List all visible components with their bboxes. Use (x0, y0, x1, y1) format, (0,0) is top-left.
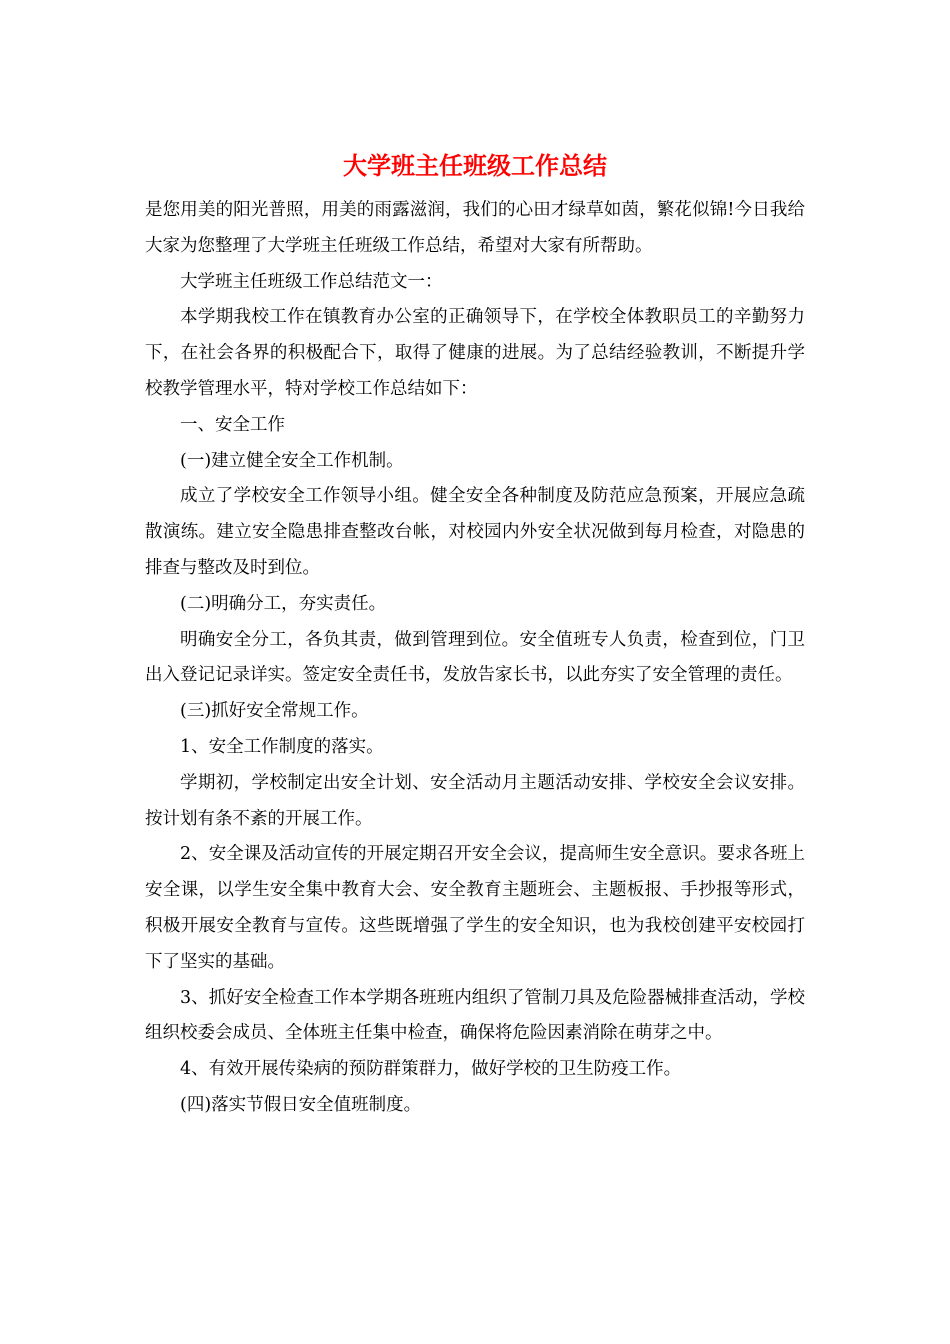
document-title: 大学班主任班级工作总结 (343, 151, 607, 180)
list-item: 3、抓好安全检查工作本学期各班班内组织了管制刀具及危险器械排查活动，学校组织校委会成员、全体班主任集中检查，确保将危险因素消除在萌芽之中。 (145, 987, 805, 1044)
list-item: 2、安全课及活动宣传的开展定期召开安全会议，提高师生安全意识。要求各班上安全课，以学生安全集中教育大会、安全教育主题班会、主题板报、手抄报等形式，积极开展安全教育与宣传。这些既增强了学生的安全知识，也为我校创建平安校园打下了坚实的基础。 (145, 844, 805, 972)
paragraph: 大学班主任班级工作总结范文一： (180, 271, 443, 292)
paragraph: 明确安全分工，各负其责，做到管理到位。安全值班专人负责，检查到位，门卫出入登记记录详实。签定安全责任书，发放告家长书，以此夯实了安全管理的责任。 (145, 629, 805, 686)
paragraph: 本学期我校工作在镇教育办公室的正确领导下，在学校全体教职员工的辛勤努力下，在社会各界的积极配合下，取得了健康的进展。为了总结经验教训，不断提升学校教学管理水平，特对学校工作总结如下： (145, 307, 805, 399)
subsection-heading: (二)明确分工，夯实责任。 (180, 593, 387, 614)
paragraph: 学期初，学校制定出安全计划、安全活动月主题活动安排、学校安全会议安排。按计划有条不紊的开展工作。 (145, 772, 805, 829)
subsection-heading: (一)建立健全安全工作机制。 (180, 450, 404, 471)
paragraph: 是您用美的阳光普照，用美的雨露滋润，我们的心田才绿草如茵，繁花似锦!今日我给大家为您整理了大学班主任班级工作总结，希望对大家有所帮助。 (145, 200, 805, 256)
subsection-heading: (三)抓好安全常规工作。 (180, 701, 369, 722)
document-body (145, 193, 805, 1124)
subsection-heading: (四)落实节假日安全值班制度。 (180, 1094, 422, 1115)
list-item: 1、安全工作制度的落实。 (180, 736, 384, 757)
list-item: 4、有效开展传染病的预防群策群力，做好学校的卫生防疫工作。 (180, 1059, 682, 1080)
paragraph: 成立了学校安全工作领导小组。健全安全各种制度及防范应急预案，开展应急疏散演练。建立安全隐患排查整改台帐，对校园内外安全状况做到每月检查，对隐患的排查与整改及时到位。 (145, 486, 805, 578)
section-heading: 一、安全工作 (180, 414, 285, 435)
